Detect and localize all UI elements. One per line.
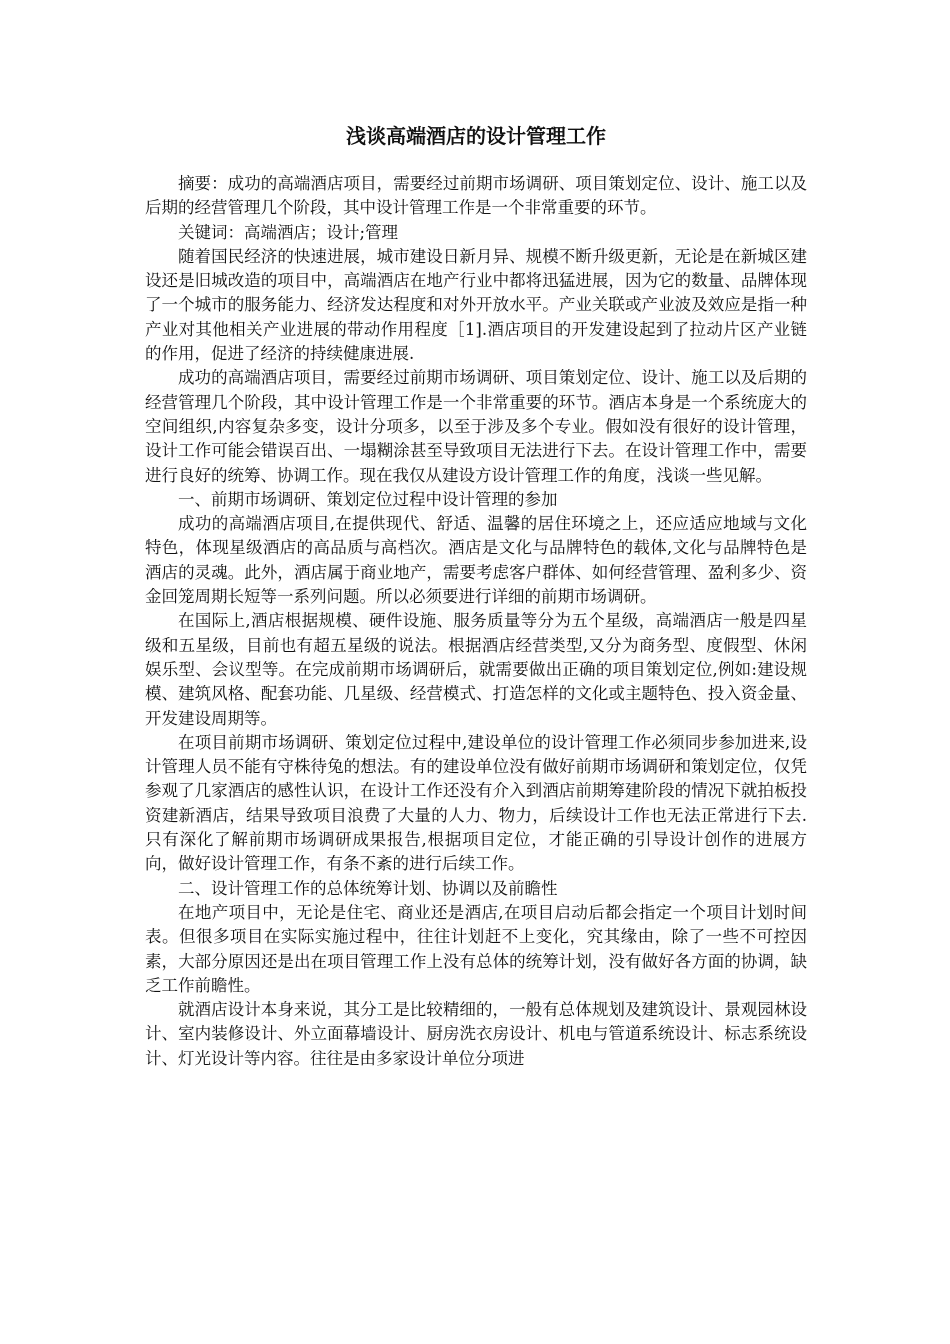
document-page xyxy=(145,118,807,1071)
body-paragraph: 随着国民经济的快速进展，城市建设日新月异、规模不断升级更新，无论是在新城区建设还是旧城改造的项目中，高端酒店在地产行业中都将迅猛进展，因为它的数量、品牌体现了一个城市的服务能力、经济发达程度和对外开放水平。产业关联或产业波及效应是指一种产业对其他相关产业进展的带动作用程度［1].酒店项目的开发建设起到了拉动片区产业链的作用，促进了经济的持续健康进展. xyxy=(145,246,807,364)
section-heading: 一、前期市场调研、策划定位过程中设计管理的参加 xyxy=(178,489,558,509)
abstract-paragraph: 摘要：成功的高端酒店项目，需要经过前期市场调研、项目策划定位、设计、施工以及后期的经营管理几个阶段，其中设计管理工作是一个非常重要的环节。 xyxy=(145,174,807,218)
section-heading: 二、设计管理工作的总体统筹计划、协调以及前瞻性 xyxy=(178,878,558,898)
body-paragraph: 就酒店设计本身来说，其分工是比较精细的，一般有总体规划及建筑设计、景观园林设计、室内装修设计、外立面幕墙设计、厨房洗衣房设计、机电与管道系统设计、标志系统设计、灯光设计等内容。往往是由多家设计单位分项进 xyxy=(145,1000,807,1068)
body-paragraph: 在项目前期市场调研、策划定位过程中,建设单位的设计管理工作必须同步参加进来,设计管理人员不能有守株待兔的想法。有的建设单位没有做好前期市场调研和策划定位，仅凭参观了几家酒店的感性认识，在设计工作还没有介入到酒店前期筹建阶段的情况下就拍板投资建新酒店，结果导致项目浪费了大量的人力、物力，后续设计工作也无法正常进行下去.只有深化了解前期市场调研成果报告,根据项目定位，才能正确的引导设计创作的进展方向，做好设计管理工作，有条不紊的进行后续工作。 xyxy=(145,732,807,874)
body-paragraph: 在地产项目中，无论是住宅、商业还是酒店,在项目启动后都会指定一个项目计划时间表。但很多项目在实际实施过程中，往往计划赶不上变化，究其缘由，除了一些不可控因素，大部分原因还是出在项目管理工作上没有总体的统筹计划，没有做好各方面的协调，缺乏工作前瞻性。 xyxy=(145,902,807,995)
body-paragraph: 在国际上,酒店根据规模、硬件设施、服务质量等分为五个星级，高端酒店一般是四星级和五星级，目前也有超五星级的说法。根据酒店经营类型,又分为商务型、度假型、休闲娱乐型、会议型等。在完成前期市场调研后，就需要做出正确的项目策划定位,例如:建设规模、建筑风格、配套功能、几星级、经营模式、打造怎样的文化或主题特色、投入资金量、开发建设周期等。 xyxy=(145,611,807,728)
body-paragraph: 成功的高端酒店项目，需要经过前期市场调研、项目策划定位、设计、施工以及后期的经营管理几个阶段，其中设计管理工作是一个非常重要的环节。酒店本身是一个系统庞大的空间组织,内容复杂多变，设计分项多，以至于涉及多个专业。假如没有很好的设计管理，设计工作可能会错误百出、一塌糊涂甚至导致项目无法进行下去。在设计管理工作中，需要进行良好的统筹、协调工作。现在我仅从建设方设计管理工作的角度，浅谈一些见解。 xyxy=(145,368,807,485)
keywords-paragraph: 关键词：高端酒店；设计;管理 xyxy=(178,222,399,242)
document-title: 浅谈高端酒店的设计管理工作 xyxy=(346,124,606,148)
body-paragraph: 成功的高端酒店项目,在提供现代、舒适、温馨的居住环境之上，还应适应地域与文化特色，体现星级酒店的高品质与高档次。酒店是文化与品牌特色的载体,文化与品牌特色是酒店的灵魂。此外，酒店属于商业地产，需要考虑客户群体、如何经营管理、盈利多少、资金回笼周期长短等一系列问题。所以必须要进行详细的前期市场调研。 xyxy=(145,514,807,607)
